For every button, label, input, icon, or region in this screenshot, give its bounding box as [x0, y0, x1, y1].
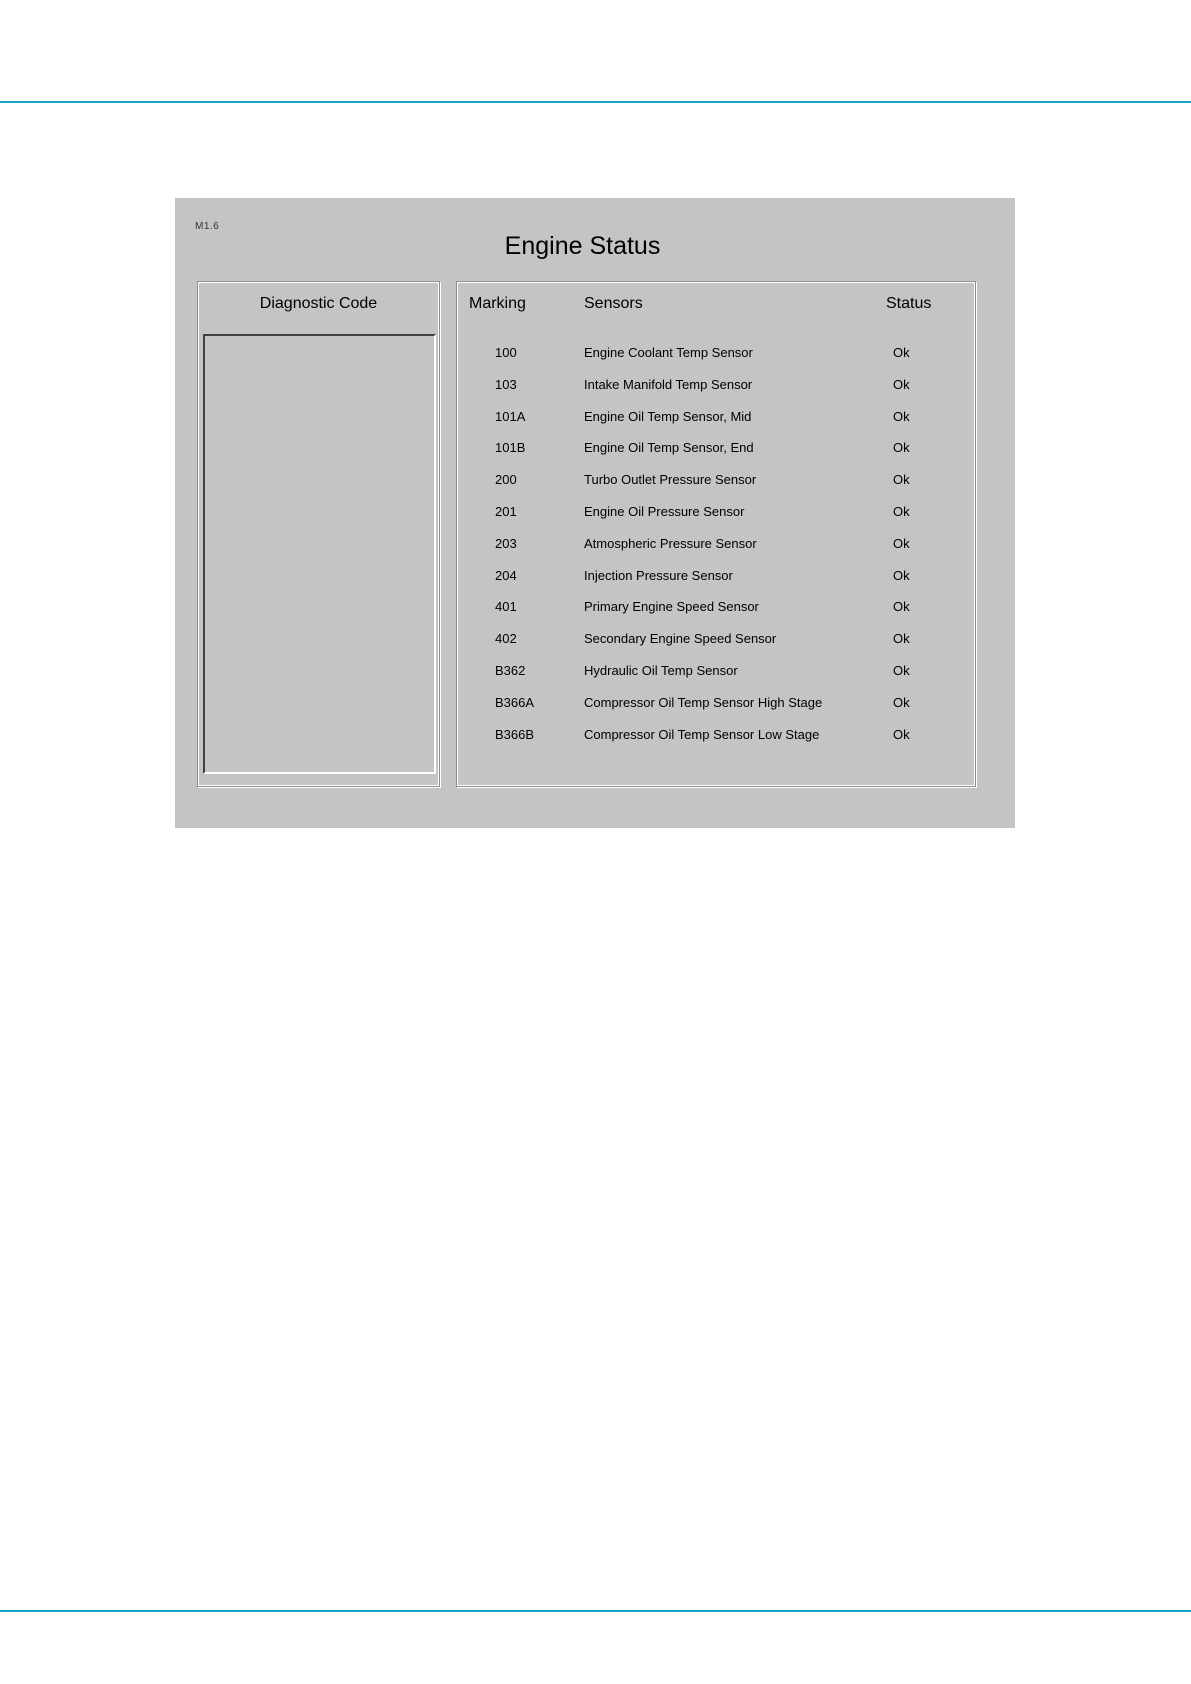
sensor-status: Ok: [893, 726, 910, 742]
sensor-status: Ok: [893, 440, 910, 456]
sensor-marking: 103: [495, 376, 517, 392]
sensor-row: [457, 568, 975, 600]
sensor-marking: 204: [495, 567, 517, 583]
sensor-name: Hydraulic Oil Temp Sensor: [584, 662, 738, 678]
sensor-marking: 101A: [495, 408, 526, 424]
sensor-marking: B362: [495, 662, 526, 678]
sensor-row: [457, 536, 975, 568]
sensor-row: [457, 695, 975, 727]
sensor-row: [457, 504, 975, 536]
sensor-name: Atmospheric Pressure Sensor: [584, 535, 757, 551]
sensor-status: Ok: [893, 631, 910, 647]
sensor-marking: 203: [495, 535, 517, 551]
sensor-name: Compressor Oil Temp Sensor Low Stage: [584, 726, 820, 742]
sensor-row: [457, 345, 975, 377]
page-title: Engine Status: [504, 232, 661, 260]
sensor-status: Ok: [893, 472, 910, 488]
sensor-marking: 200: [495, 472, 517, 488]
sensor-marking: 101B: [495, 440, 526, 456]
column-header-status: Status: [886, 295, 932, 312]
diagnostic-code-header: Diagnostic Code: [259, 295, 378, 312]
sensor-name: Injection Pressure Sensor: [584, 567, 733, 583]
sensor-status: Ok: [893, 599, 910, 615]
sensor-name: Turbo Outlet Pressure Sensor: [584, 472, 757, 488]
sensor-name: Engine Oil Temp Sensor, End: [584, 440, 754, 456]
sensor-status: Ok: [893, 408, 910, 424]
sensor-status: Ok: [893, 694, 910, 710]
column-header-sensors: Sensors: [584, 295, 643, 312]
sensor-name: Engine Oil Pressure Sensor: [584, 503, 745, 519]
sensor-list: [457, 345, 975, 758]
engine-status-screen: [175, 198, 1015, 828]
sensor-row: [457, 409, 975, 441]
sensor-status: Ok: [893, 567, 910, 583]
sensor-row: [457, 727, 975, 759]
sensor-marking: B366B: [495, 726, 535, 742]
sensor-name: Primary Engine Speed Sensor: [584, 599, 759, 615]
sensor-row: [457, 472, 975, 504]
diagnostic-code-list[interactable]: [203, 334, 436, 774]
bottom-divider: [0, 1610, 1191, 1612]
sensor-marking: B366A: [495, 694, 535, 710]
sensor-marking: 201: [495, 503, 517, 519]
sensor-row: [457, 440, 975, 472]
sensor-status-panel: [456, 281, 976, 787]
top-divider: [0, 101, 1191, 103]
sensor-marking: 401: [495, 599, 517, 615]
sensor-status: Ok: [893, 376, 910, 392]
screen-id-label: M1.6: [195, 221, 220, 232]
sensor-status: Ok: [893, 662, 910, 678]
column-header-marking: Marking: [469, 295, 526, 312]
sensor-row: [457, 599, 975, 631]
sensor-name: Secondary Engine Speed Sensor: [584, 631, 777, 647]
sensor-name: Engine Coolant Temp Sensor: [584, 345, 753, 360]
sensor-marking: 402: [495, 631, 517, 647]
sensor-name: Compressor Oil Temp Sensor High Stage: [584, 694, 823, 710]
diagnostic-code-panel: [197, 281, 440, 787]
sensor-row: [457, 663, 975, 695]
sensor-name: Intake Manifold Temp Sensor: [584, 376, 753, 392]
sensor-status: Ok: [893, 535, 910, 551]
sensor-status: Ok: [893, 345, 910, 360]
sensor-row: [457, 377, 975, 409]
sensor-status: Ok: [893, 503, 910, 519]
sensor-row: [457, 631, 975, 663]
sensor-name: Engine Oil Temp Sensor, Mid: [584, 408, 752, 424]
sensor-marking: 100: [495, 345, 517, 360]
